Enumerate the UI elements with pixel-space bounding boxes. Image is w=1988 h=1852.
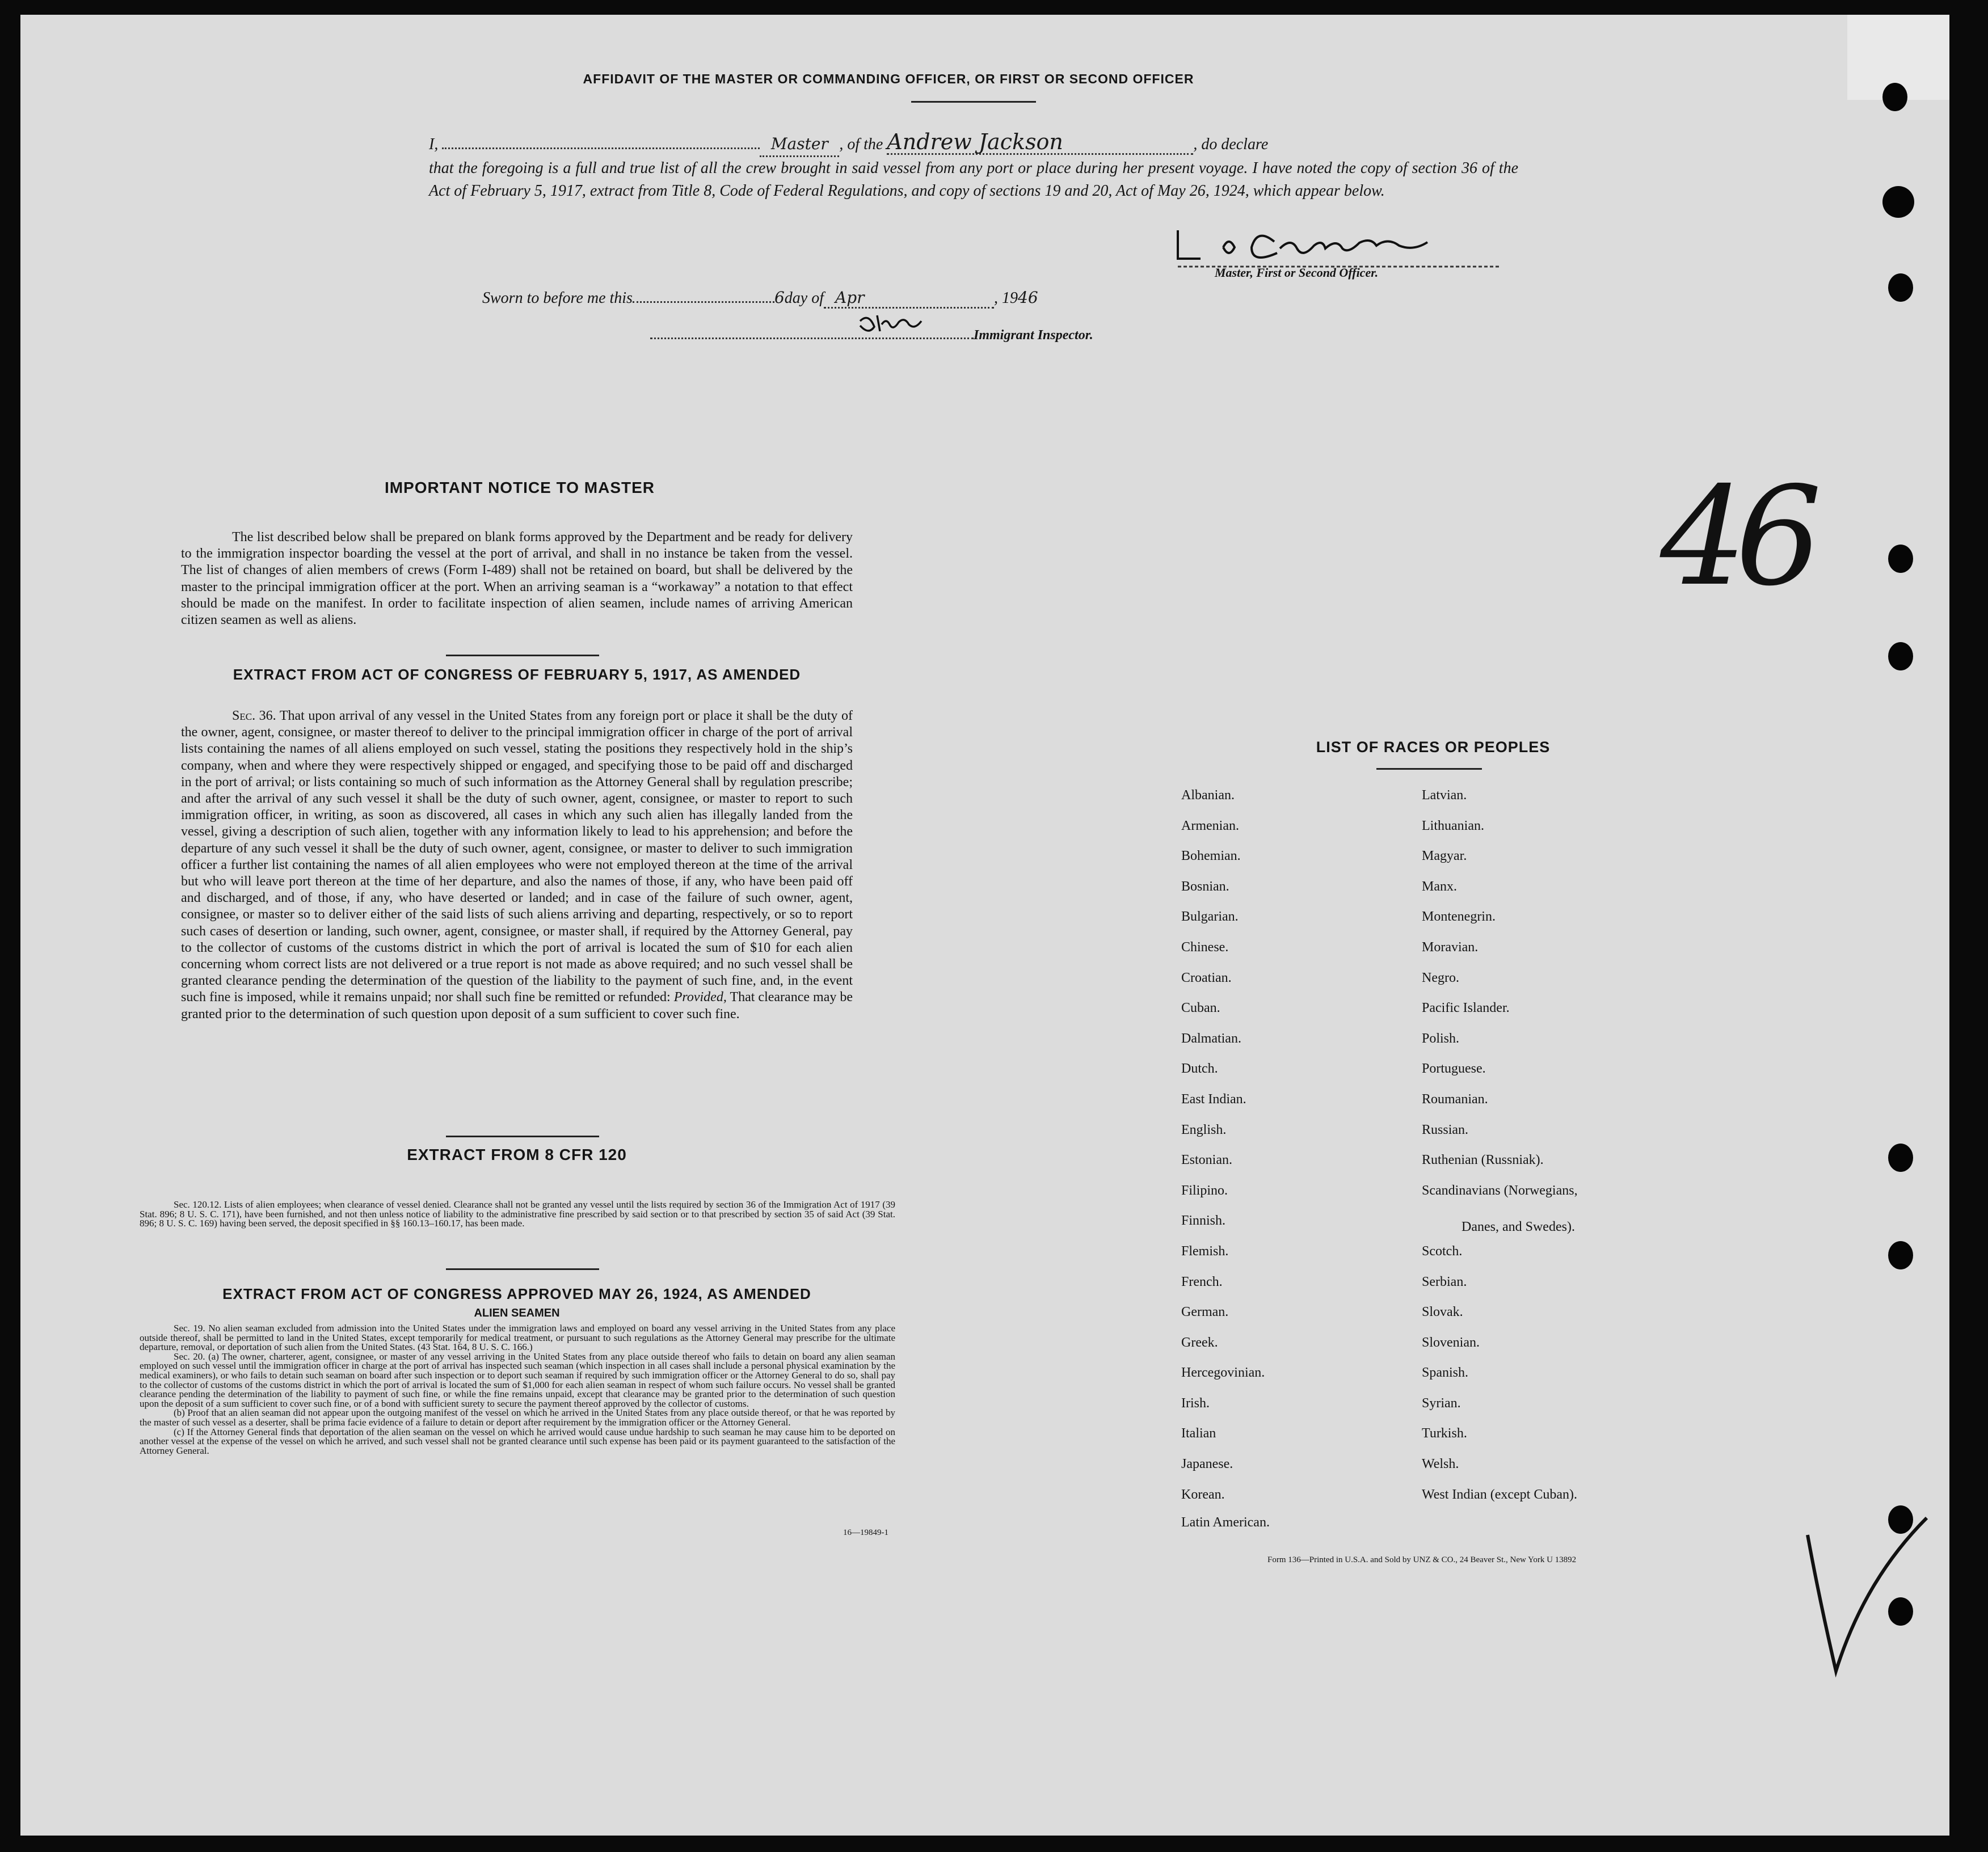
race-item: Latvian. bbox=[1422, 788, 1467, 803]
section-divider bbox=[446, 1268, 599, 1270]
section-36-text bbox=[181, 708, 853, 1023]
section-divider bbox=[446, 1136, 599, 1137]
sworn-prefix: Sworn to before me this bbox=[482, 289, 633, 307]
race-item: English. bbox=[1181, 1122, 1227, 1137]
race-item: Albanian. bbox=[1181, 788, 1235, 803]
race-item: Turkish. bbox=[1422, 1426, 1467, 1441]
inspector-blank bbox=[650, 338, 974, 339]
sworn-month: Apr bbox=[824, 288, 994, 309]
race-item: Lithuanian. bbox=[1422, 818, 1484, 833]
race-item: Syrian. bbox=[1422, 1395, 1461, 1411]
race-item: Scotch. bbox=[1422, 1243, 1463, 1259]
handwritten-page-number: 46 bbox=[1660, 457, 1811, 616]
race-item: Ruthenian (Russniak). bbox=[1422, 1153, 1544, 1168]
race-item: Slovenian. bbox=[1422, 1335, 1480, 1350]
alien-seamen-subheading: ALIEN SEAMEN bbox=[474, 1307, 560, 1319]
race-item: Latin American. bbox=[1181, 1515, 1270, 1530]
race-item: Hercegovinian. bbox=[1181, 1365, 1265, 1381]
race-item: Magyar. bbox=[1422, 849, 1467, 864]
notice-text: The list described below shall be prepared on blank forms approved by the Department and be ready for delivery to the immigration inspector boarding the vessel at the port of arrival, and shall in no instance be taken from the vessel. The list of changes of alien members of crews (Form I-489) shall not be retained on board, but shall be delivered by the master to the principal immigration officer at the port. When an arriving seaman is a “workaway” a notation to that effect should be made on the manifest. In order to facilitate inspection of alien seamen, include names of arriving American citizen seamen as well as aliens. bbox=[181, 530, 853, 628]
race-item: Bohemian. bbox=[1181, 849, 1241, 864]
race-item: Slovak. bbox=[1422, 1305, 1463, 1320]
race-item: Manx. bbox=[1422, 879, 1457, 894]
affidavit-title: AFFIDAVIT OF THE MASTER OR COMMANDING OFFICER, OR FIRST OR SECOND OFFICER bbox=[583, 71, 1194, 86]
binder-hole bbox=[1882, 186, 1914, 218]
section-19-text: Sec. 19. No alien seaman excluded from admission into the United States under the immigration laws and employed on board any vessel arriving in the United States from any place outside thereof, shall be permitted to land in the United States, except temporarily for medical treatment, or pursuant to such regulations as the Attorney General may prescribe for the ultimate departure, removal, or deportation of such alien from the United States. (43 Stat. 164, 8 U. S. C. 166.) bbox=[140, 1323, 895, 1353]
master-signature bbox=[1166, 225, 1507, 270]
provided-label: Provided, bbox=[673, 990, 727, 1005]
race-item: Irish. bbox=[1181, 1395, 1210, 1411]
race-item: Roumanian. bbox=[1422, 1091, 1488, 1107]
race-item: Negro. bbox=[1422, 970, 1459, 985]
sworn-line bbox=[482, 288, 1038, 309]
race-item: Pacific Islander. bbox=[1422, 1001, 1510, 1016]
section-36-proviso: That clearance may be granted prior to the determination of such question upon deposit of a sum sufficient to cover such fine. bbox=[181, 990, 853, 1022]
master-name-blank bbox=[442, 147, 760, 149]
notice-heading: IMPORTANT NOTICE TO MASTER bbox=[384, 479, 655, 496]
section-20b-text: (b) Proof that an alien seaman did not appear upon the outgoing manifest of the vessel on which he arrived in the United States from any place outside thereof, or that he was reported by the master of such vessel as a deserter, shall be prima facie evidence of a failure to detain or deport after requirement by the immigration officer or the Attorney General. bbox=[140, 1407, 895, 1428]
races-list-right bbox=[1422, 781, 1578, 1510]
master-handwritten: Master bbox=[760, 133, 839, 157]
race-item: Cuban. bbox=[1181, 1001, 1220, 1016]
affidavit-body bbox=[429, 130, 1518, 203]
inspector-line bbox=[650, 328, 1093, 343]
race-item: Portuguese. bbox=[1422, 1061, 1486, 1077]
race-item: Japanese. bbox=[1181, 1457, 1233, 1472]
race-item: Moravian. bbox=[1422, 939, 1479, 955]
year-prefix: , 19 bbox=[994, 289, 1018, 307]
races-list-left bbox=[1181, 781, 1270, 1535]
manifest-sheet bbox=[20, 15, 1949, 1836]
form-code: 16—19849-1 bbox=[843, 1528, 888, 1537]
race-item: Bulgarian. bbox=[1181, 909, 1239, 925]
day-blank bbox=[633, 301, 774, 303]
race-item: Greek. bbox=[1181, 1335, 1218, 1350]
race-item: Croatian. bbox=[1181, 970, 1232, 985]
race-item: German. bbox=[1181, 1305, 1229, 1320]
section-36-label: Sec. 36. bbox=[232, 708, 276, 723]
sworn-year: 46 bbox=[1018, 288, 1038, 307]
binder-hole bbox=[1888, 1241, 1913, 1269]
race-item: Italian bbox=[1181, 1426, 1216, 1441]
race-item: Russian. bbox=[1422, 1122, 1469, 1137]
race-item: Montenegrin. bbox=[1422, 909, 1496, 925]
race-item: Korean. bbox=[1181, 1487, 1225, 1502]
binder-hole bbox=[1888, 642, 1913, 670]
section-divider bbox=[446, 655, 599, 656]
race-item-continuation: Danes, and Swedes). bbox=[1461, 1220, 1575, 1234]
race-item: French. bbox=[1181, 1274, 1223, 1289]
alien-seamen-text bbox=[140, 1324, 895, 1456]
act-1924-heading: EXTRACT FROM ACT OF CONGRESS APPROVED MAY 26, 1924, AS AMENDED bbox=[222, 1285, 811, 1302]
vessel-name-field: Andrew Jackson bbox=[887, 130, 1193, 155]
sworn-day: 6 bbox=[774, 288, 785, 307]
affidavit-statement: that the foregoing is a full and true list of all the crew brought in said vessel from any port or place during her present voyage. I have noted the copy of section 36 of the Act of February 5, 1917, extract from Title 8, Code of Federal Regulations, and copy of sections 19 and 20, Act of May 26, 1924, which appear below. bbox=[429, 159, 1518, 200]
binder-hole bbox=[1882, 83, 1907, 111]
check-mark bbox=[1796, 1512, 1932, 1682]
race-item: Scandinavians (Norwegians, bbox=[1422, 1183, 1578, 1198]
race-item: Polish. bbox=[1422, 1031, 1460, 1046]
race-item: West Indian (except Cuban). bbox=[1422, 1487, 1577, 1502]
day-of-label: day of bbox=[784, 289, 824, 307]
of-the-label: , of the bbox=[839, 136, 883, 153]
section-36-body: That upon arrival of any vessel in the United States from any foreign port or place it shall be the duty of the owner, agent, consignee, or master thereof to deliver to the principal immigration officer in charge of the port of arrival lists containing the names of all aliens employed on such vessel, stating the positions they respectively hold in the ship’s company, when and where they were respectively shipped or engaged, and specifying those to be paid off and discharged in the port of arrival; or lists containing so much of such information as the Attorney General shall by regulation prescribe; and after the arrival of any such vessel it shall be the duty of such owner, agent, consignee, or master to report to such immigration officer, in writing, as soon as discovered, all cases in which any such alien has illegally landed from the vessel, giving a description of such alien, together with any information likely to lead to his apprehension; and before the departure of any such vessel it shall be the duty of such owner, agent, consignee, or master to deliver to such immigration officer a further list containing the names of all alien employees who were not employed thereon at the time of the arrival but who will leave port thereon at the time of her departure, and also the names of those, if any, who have been paid off and discharged, and of those, if any, who have deserted or landed; and in case of the failure of such owner, agent, consignee, or master so to deliver either of the said lists of such aliens arriving and departing, respectively, or so to report such cases of desertion or landing, such owner, agent, consignee, or master shall, if required by the Attorney General, pay to the collector of customs of the customs district in which the port of arrival is located the sum of $10 for each alien concerning whom correct lists are not delivered or a true report is not made as above required; and no such vessel shall be granted clearance pending the determination of the question of the liability to the payment of such fine, and, in the event such fine is imposed, while it remains unpaid; nor shall such fine be remitted or refunded: bbox=[181, 708, 853, 1005]
title-divider bbox=[911, 101, 1036, 103]
section-20a-text: Sec. 20. (a) The owner, charterer, agent, consignee, or master of any vessel arriving in the United States from any place outside thereof who fails to detain on board any alien seaman employed on such vessel until the immigration officer in charge at the port of arrival has inspected such seaman (which inspection in all cases shall include a personal physical examination by the medical examiners), or who fails to detain such seaman on board after such inspection or to deport such seaman if required by such immigration officer or the Attorney General to do so, shall pay to the collector of customs of the customs district in which the port of arrival is located the sum of $1,000 for each alien seaman in respect of whom such failure occurs. No vessel shall be granted clearance pending the determination of the liability to payment of such fine, or while the fine remains unpaid, except that clearance may be granted prior to the determination of such question upon the deposit of a sum sufficient to cover such fine, or of a bond with sufficient surety to secure the payment thereof approved by the collector of customs. bbox=[140, 1351, 895, 1409]
signature-caption: Master, First or Second Officer. bbox=[1215, 265, 1379, 280]
races-divider bbox=[1376, 768, 1482, 770]
races-heading: LIST OF RACES OR PEOPLES bbox=[1316, 739, 1551, 756]
race-item: Bosnian. bbox=[1181, 879, 1229, 894]
inspector-label: Immigrant Inspector. bbox=[974, 328, 1093, 343]
binder-hole bbox=[1888, 545, 1913, 573]
race-item: Chinese. bbox=[1181, 939, 1229, 955]
affidavit-i: I, bbox=[429, 136, 439, 153]
race-item: Finnish. bbox=[1181, 1213, 1226, 1229]
binder-hole bbox=[1888, 273, 1913, 302]
race-item: Dalmatian. bbox=[1181, 1031, 1241, 1046]
cfr-heading: EXTRACT FROM 8 CFR 120 bbox=[407, 1146, 627, 1163]
printer-credit: Form 136—Printed in U.S.A. and Sold by UNZ & CO., 24 Beaver St., New York U 13892 bbox=[1267, 1555, 1577, 1564]
cfr-text: Sec. 120.12. Lists of alien employees; when clearance of vessel denied. Clearance shall not be granted any vessel until the lists required by section 36 of the Immigration Act of 1917 (39 Stat. 896; 8 U. S. C. 171), have been furnished, and not then unless notice of liability to the administrative fine prescribed by said section or to that prescribed by section 35 of said Act (39 Stat. 896; 8 U. S. C. 169) having been served, the deposit specified in §§ 160.13–160.17, has been made. bbox=[140, 1199, 895, 1229]
section-20c-text: (c) If the Attorney General finds that deportation of the alien seaman on the vessel on which he arrived would cause undue hardship to such seaman he may cause him to be deported on another vessel at the expense of the vessel on which he arrived, and such vessel shall not be granted clearance until such expense has been paid or its payment guaranteed to the satisfaction of the Attorney General. bbox=[140, 1426, 895, 1456]
act-1917-heading: EXTRACT FROM ACT OF CONGRESS OF FEBRUARY 5, 1917, AS AMENDED bbox=[233, 666, 801, 683]
race-item: Welsh. bbox=[1422, 1457, 1459, 1472]
race-item: Flemish. bbox=[1181, 1243, 1229, 1259]
race-item: Spanish. bbox=[1422, 1365, 1469, 1381]
binder-hole bbox=[1888, 1144, 1913, 1172]
race-item: Estonian. bbox=[1181, 1153, 1232, 1168]
race-item: Armenian. bbox=[1181, 818, 1239, 833]
declare-label: , do declare bbox=[1193, 136, 1269, 153]
race-item: Serbian. bbox=[1422, 1274, 1467, 1289]
race-item: Filipino. bbox=[1181, 1183, 1228, 1198]
race-item: East Indian. bbox=[1181, 1091, 1246, 1107]
race-item: Dutch. bbox=[1181, 1061, 1218, 1077]
